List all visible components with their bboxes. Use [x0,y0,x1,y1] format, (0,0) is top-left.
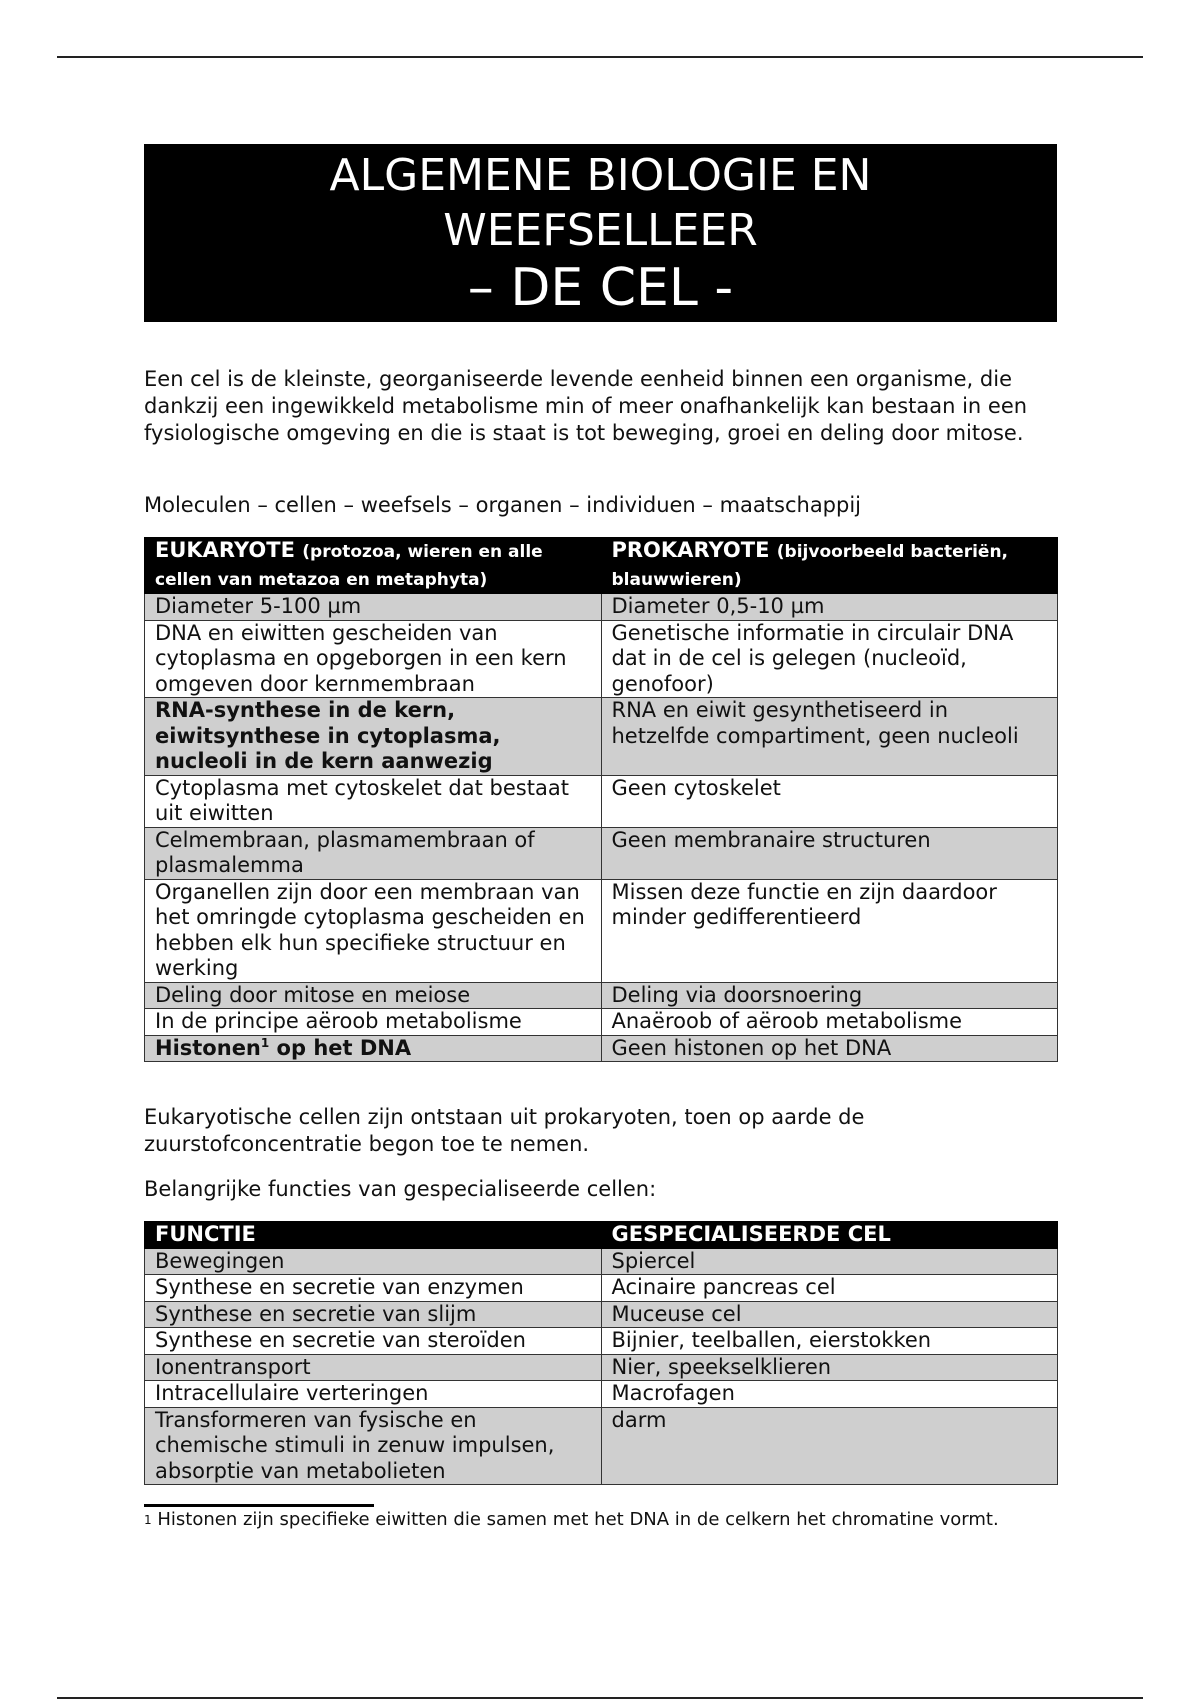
table-row [145,1035,1058,1062]
cell-eukaryote: RNA-synthese in de kern, eiwitsynthese in cytoplasma, nucleoli in de kern aanwezig [145,698,602,776]
table-row [145,1407,1058,1485]
table-row [145,698,1058,776]
origin-paragraph: Eukaryotische cellen zijn ontstaan uit prokaryoten, toen op aarde de zuurstofconcentratie begon toe te nemen. [144,1105,865,1156]
header-prokaryote [601,538,1058,594]
cell-prokaryote: Geen membranaire structuren [601,827,1058,879]
table-row [145,827,1058,879]
cell-prokaryote: Geen cytoskelet [601,775,1058,827]
table-row [145,1301,1058,1328]
table-row [145,1354,1058,1381]
histonen-label-rest: op het DNA [269,1035,412,1060]
bottom-rule [57,1697,1143,1699]
cell-eukaryote: In de principe aëroob metabolisme [145,1009,602,1036]
cell-eukaryote: Celmembraan, plasmamembraan of plasmalemma [145,827,602,879]
cell-function: Bewegingen [145,1248,602,1275]
cell-prokaryote: Diameter 0,5-10 µm [601,594,1058,621]
header-eukaryote-title: EUKARYOTE [155,538,295,562]
eukaryote-prokaryote-table [144,537,1058,1062]
cell-prokaryote: RNA en eiwit gesynthetiseerd in hetzelfde compartiment, geen nucleoli [601,698,1058,776]
header-prokaryote-title: PROKARYOTE [611,538,770,562]
header-eukaryote-note: (protozoa, wieren en alle cellen van metazoa en metaphyta) [155,542,543,590]
title-line-1: ALGEMENE BIOLOGIE EN [329,150,872,201]
footnote-text: Histonen zijn specifieke eiwitten die samen met het DNA in de celkern het chromatine vormt. [151,1509,999,1530]
cell-specialized: Spiercel [601,1248,1058,1275]
cell-specialized: Acinaire pancreas cel [601,1275,1058,1302]
table-row [145,620,1058,698]
header-function: FUNCTIE [145,1222,602,1249]
functions-intro: Belangrijke functies van gespecialiseerde cellen: [144,1177,657,1201]
cell-eukaryote: Organellen zijn door een membraan van het omringde cytoplasma gescheiden en hebben elk hun specifieke structuur en werking [145,879,602,982]
table-header-row [145,538,1058,594]
table-row [145,1009,1058,1036]
cell-function: Transformeren van fysische en chemische stimuli in zenuw impulsen, absorptie van metabolieten [145,1407,602,1485]
footnote-separator [144,1504,374,1507]
cell-eukaryote [145,1035,602,1062]
table-row [145,879,1058,982]
cell-specialized: Nier, speekselklieren [601,1354,1058,1381]
table-header-row [145,1222,1058,1249]
cell-specialized: darm [601,1407,1058,1485]
cell-prokaryote: Genetische informatie in circulair DNA dat in de cel is gelegen (nucleoïd, genofoor) [601,620,1058,698]
title-banner [144,144,1057,322]
table-row [145,594,1058,621]
top-rule [57,56,1143,58]
cell-function: Synthese en secretie van steroïden [145,1328,602,1355]
cell-eukaryote: Deling door mitose en meiose [145,982,602,1009]
cell-eukaryote: Diameter 5-100 µm [145,594,602,621]
title-line-2: WEEFSELLEER [443,205,758,256]
cell-function: Synthese en secretie van slijm [145,1301,602,1328]
intro-paragraph: Een cel is de kleinste, georganiseerde levende eenheid binnen een organisme, die dankzij een ingewikkeld metabolisme min of meer onafhankelijk kan bestaan in een fysiologische omgeving en die is staat is tot beweging, groei en deling door mitose. [144,367,1028,445]
cell-specialized: Bijnier, teelballen, eierstokken [601,1328,1058,1355]
cell-eukaryote: DNA en eiwitten gescheiden van cytoplasma en opgeborgen in een kern omgeven door kernmembraan [145,620,602,698]
table-row [145,1381,1058,1408]
footnote-mark: 1 [144,1513,152,1527]
cell-function: Intracellulaire verteringen [145,1381,602,1408]
cell-prokaryote: Geen histonen op het DNA [601,1035,1058,1062]
cell-eukaryote: Cytoplasma met cytoskelet dat bestaat uit eiwitten [145,775,602,827]
cell-prokaryote: Deling via doorsnoering [601,982,1058,1009]
title-line-3: – DE CEL - [467,258,734,318]
functions-table [144,1221,1058,1485]
footnote-reference: 1 [260,1035,270,1050]
table-row [145,1248,1058,1275]
cell-specialized: Macrofagen [601,1381,1058,1408]
table-row [145,775,1058,827]
header-prokaryote-note: (bijvoorbeeld bacteriën, blauwwieren) [611,542,1009,590]
histonen-label: Histonen [155,1035,261,1060]
table-row [145,1328,1058,1355]
table-row [145,982,1058,1009]
cell-function: Synthese en secretie van enzymen [145,1275,602,1302]
footnote [144,1509,1054,1531]
table-row [145,1275,1058,1302]
cell-specialized: Muceuse cel [601,1301,1058,1328]
cell-function: Ionentransport [145,1354,602,1381]
hierarchy-line: Moleculen – cellen – weefsels – organen – individuen – maatschappij [144,493,862,517]
header-specialized-cell: GESPECIALISEERDE CEL [601,1222,1058,1249]
cell-prokaryote: Missen deze functie en zijn daardoor minder gedifferentieerd [601,879,1058,982]
header-eukaryote [145,538,602,594]
cell-prokaryote: Anaëroob of aëroob metabolisme [601,1009,1058,1036]
